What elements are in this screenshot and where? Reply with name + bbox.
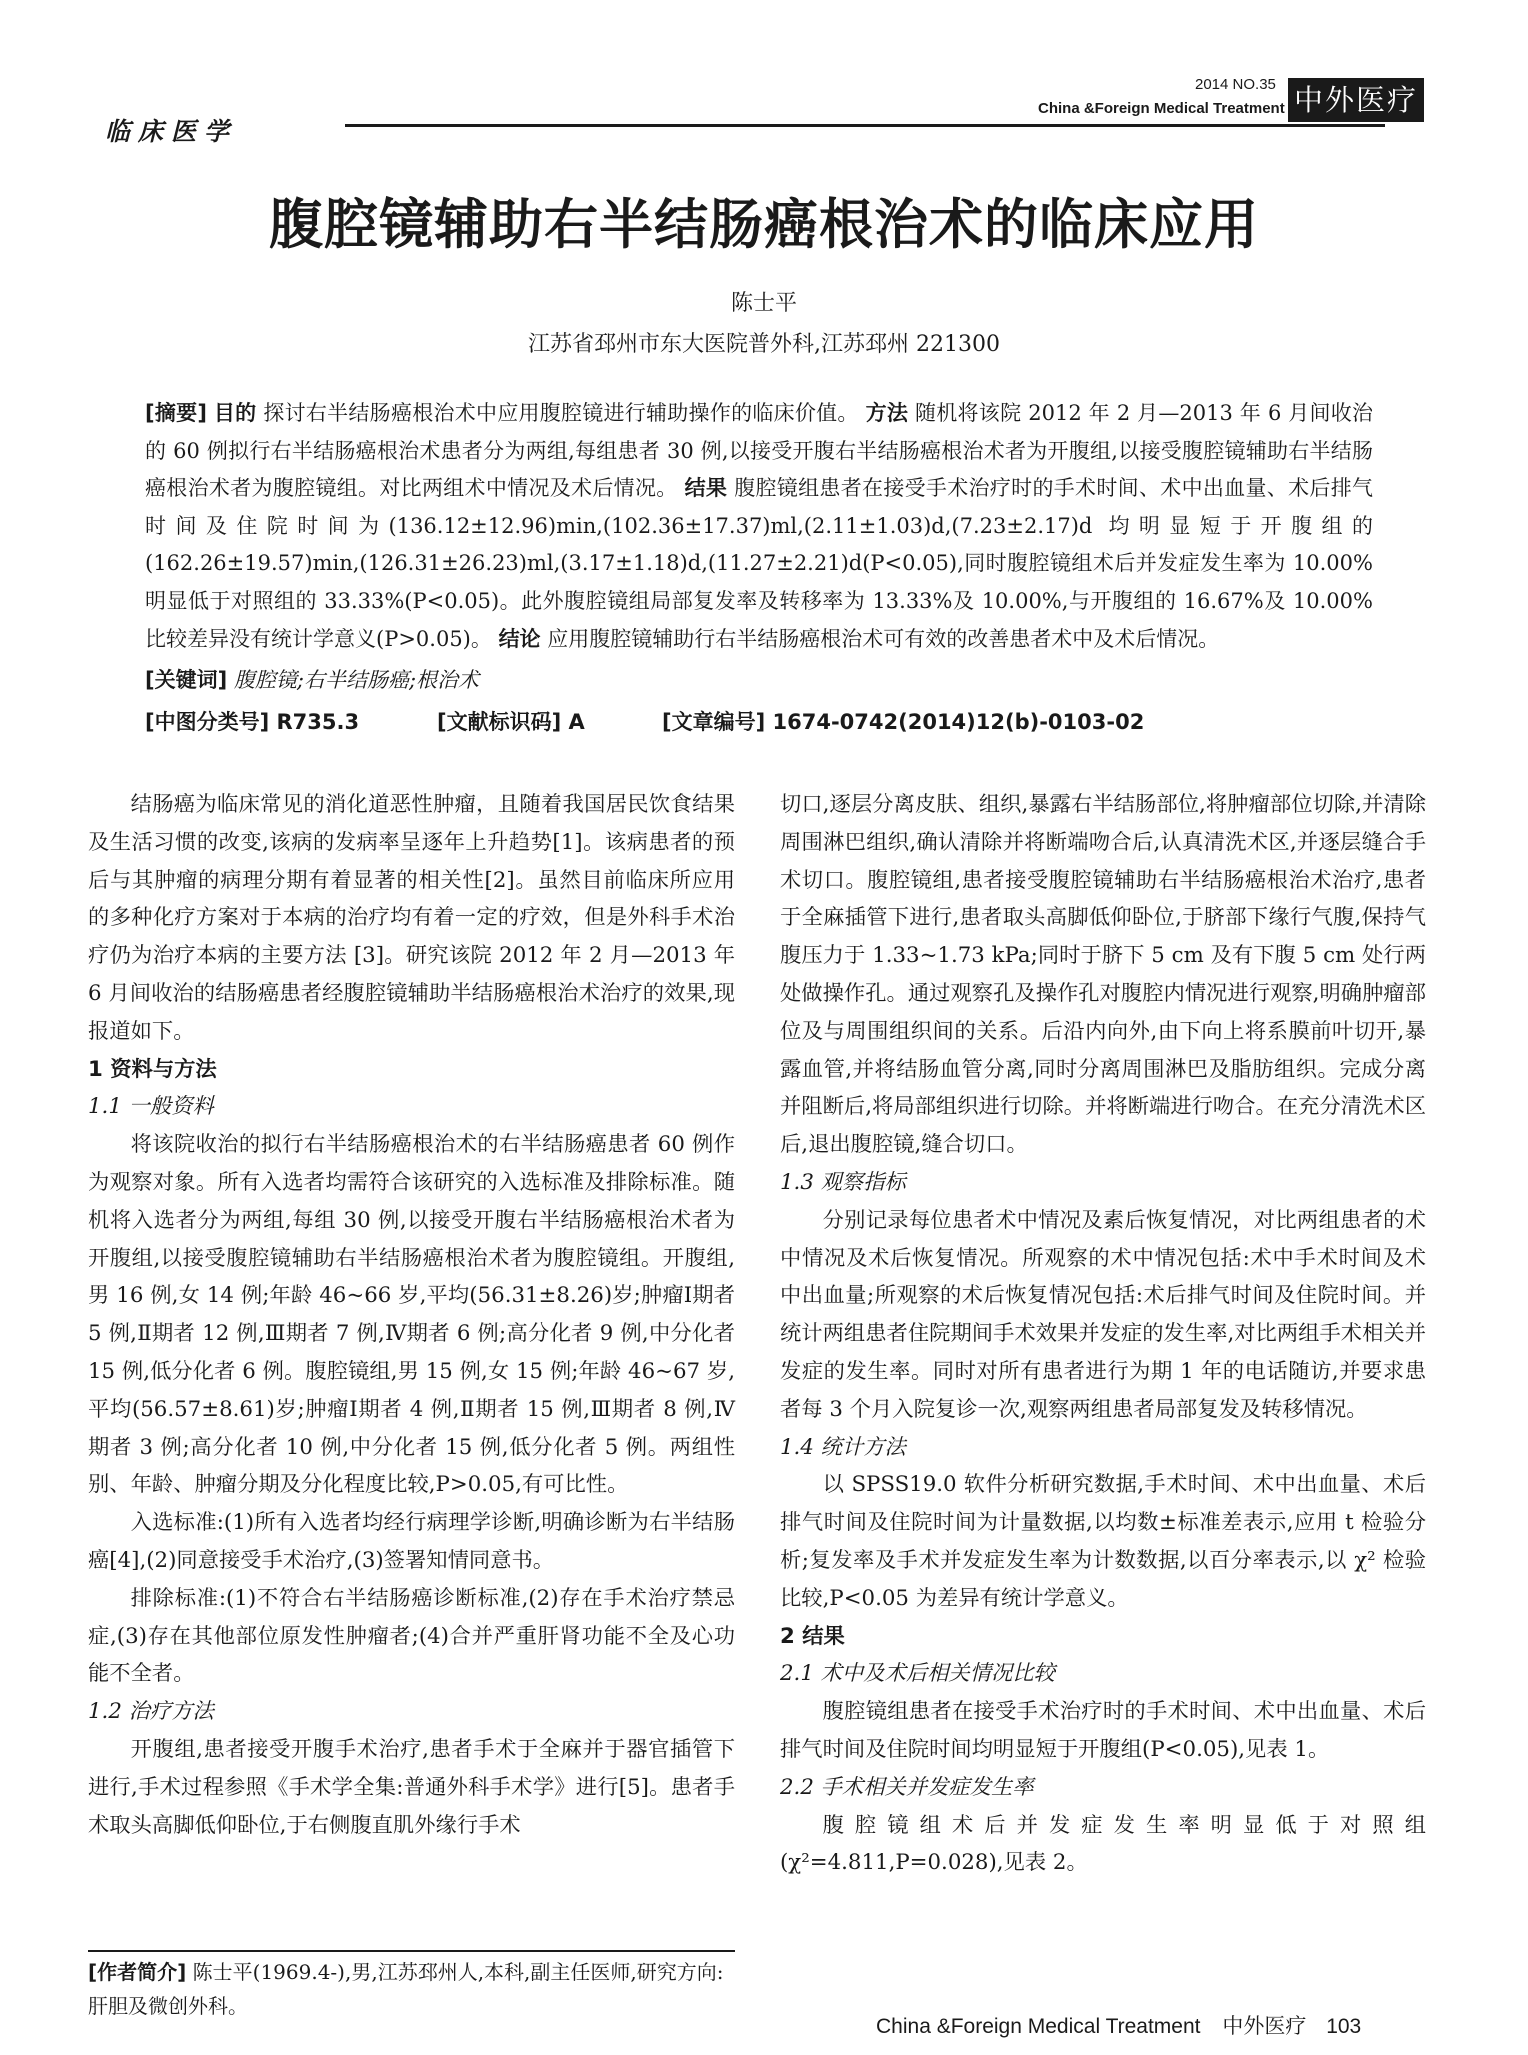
clc-value: R735.3 [276, 710, 360, 734]
right-column [780, 786, 1426, 1882]
keywords-label: [关键词] [145, 668, 228, 692]
paragraph: 排除标准:(1)不符合右半结肠癌诊断标准,(2)存在手术治疗禁忌症,(3)存在其他部位原发性肿瘤者;(4)合并严重肝肾功能不全及心功能不全者。 [88, 1585, 735, 1687]
clc-label: [中图分类号] [145, 710, 270, 734]
header-rule [345, 124, 1385, 127]
subsection-heading: 1.1 一般资料 [88, 1094, 214, 1120]
footnote-label: [作者简介] [88, 1960, 187, 1984]
paper-title: 腹腔镜辅助右半结肠癌根治术的临床应用 [269, 192, 1259, 256]
page-number: 103 [1326, 2015, 1362, 2038]
conclusion-label: 结论 [498, 626, 541, 651]
article-label: [文章编号] [662, 710, 766, 734]
intro-paragraph: 结肠癌为临床常见的消化道恶性肿瘤，且随着我国居民饮食结果及生活习惯的改变,该病的发病率呈逐年上升趋势[1]。该病患者的预后与其肿瘤的病理分期有着显著的相关性[2]。虽然目前临床所应用的多种化疗方案对于本病的治疗均有着一定的疗效，但是外科手术治疗仍为治疗本病的主要方法 [3]。研究该院 2012 年 2 月—2013 年 6 月间收治的结肠癌患者经腹腔镜辅助半结肠癌根治术治疗的效果,现报道如下。 [88, 792, 735, 1044]
keywords-text: 腹腔镜;右半结肠癌;根治术 [233, 668, 480, 692]
doc-label: [文献标识码] [437, 710, 562, 734]
section-heading: 1 资料与方法 [88, 1056, 217, 1082]
document-code [437, 706, 585, 736]
paragraph: 切口,逐层分离皮肤、组织,暴露右半结肠部位,将肿瘤部位切除,并清除周围淋巴组织,确认清除并将断端吻合后,认真清洗术区,并逐层缝合手术切口。腹腔镜组,患者接受腹腔镜辅助右半结肠癌根治术治疗,患者于全麻插管下进行,患者取头高脚低仰卧位,于脐部下缘行气腹,保持气腹压力于 1.33~1.73 kPa;同时于脐下 5 cm 及有下腹 5 cm 处行两处做操作孔。通过观察孔及操作孔对腹腔内情况进行观察,明确肿瘤部位及与周围组织间的关系。后沿内向外,由下向上将系膜前叶切开,暴露血管,并将结肠血管分离,同时分离周围淋巴及脂肪组织。完成分离并阻断后,将局部组织进行切除。并将断端进行吻合。在充分清洗术区后,退出腹腔镜,缝合切口。 [780, 792, 1426, 1158]
doc-value: A [568, 710, 585, 734]
journal-badge: 中外医疗 [1288, 78, 1424, 122]
conclusion-text: 应用腹腔镜辅助行右半结肠癌根治术可有效的改善患者术中及术后情况。 [547, 626, 1220, 651]
objective-label: 目的 [213, 401, 257, 425]
left-column [88, 786, 735, 1844]
keywords [145, 662, 1373, 698]
abstract [145, 395, 1373, 658]
paragraph: 开腹组,患者接受开腹手术治疗,患者手术于全麻并于器官插管下进行,手术过程参照《手术学全集:普通外科手术学》进行[5]。患者手术取头高脚低仰卧位,于右侧腹直肌外缘行手术 [88, 1736, 735, 1838]
section-label: 临床医学 [105, 117, 238, 146]
journal-name-en: China &Foreign Medical Treatment [1038, 100, 1285, 117]
methods-label: 方法 [865, 401, 909, 425]
footer-journal-en: China &Foreign Medical Treatment [876, 2015, 1201, 2038]
subsection-heading: 2.1 术中及术后相关情况比较 [780, 1661, 1055, 1687]
footnote-rule [88, 1950, 735, 1952]
subsection-heading: 2.2 手术相关并发症发生率 [780, 1774, 1034, 1800]
abstract-label: [摘要] [145, 401, 207, 425]
paragraph: 腹腔镜组术后并发症发生率明显低于对照组(χ²=4.811,P=0.028),见表 2。 [780, 1812, 1426, 1876]
issue-number: 2014 NO.35 [1195, 76, 1276, 93]
paragraph: 将该院收治的拟行右半结肠癌根治术的右半结肠癌患者 60 例作为观察对象。所有入选者均需符合该研究的入选标准及排除标准。随机将入选者分为两组,每组 30 例,以接受开腹右半结肠癌根治术者为开腹组,以接受腹腔镜辅助右半结肠癌根治术者为腹腔镜组。开腹组,男 16 例,女 14 例;年龄 46~66 岁,平均(56.31±8.26)岁;肿瘤Ⅰ期者 5 例,Ⅱ期者 12 例,Ⅲ期者 7 例,Ⅳ期者 6 例;高分化者 9 例,中分化者 15 例,低分化者 6 例。腹腔镜组,男 15 例,女 15 例;年龄 46~67 岁,平均(56.57±8.61)岁;肿瘤Ⅰ期者 4 例,Ⅱ期者 15 例,Ⅲ期者 8 例,Ⅳ期者 3 例;高分化者 10 例,中分化者 15 例,低分化者 5 例。两组性别、年龄、肿瘤分期及分化程度比较,P>0.05,有可比性。 [88, 1132, 735, 1498]
paragraph: 分别记录每位患者术中情况及素后恢复情况，对比两组患者的术中情况及术后恢复情况。所观察的术中情况包括:术中手术时间及术中出血量;所观察的术后恢复情况包括:术后排气时间及住院时间。并统计两组患者住院期间手术效果并发症的发生率,对比两组手术相关并发症的发生率。同时对所有患者进行为期 1 年的电话随访,并要求患者每 3 个月入院复诊一次,观察两组患者局部复发及转移情况。 [780, 1207, 1426, 1422]
paragraph: 以 SPSS19.0 软件分析研究数据,手术时间、术中出血量、术后排气时间及住院时间为计量数据,以均数±标准差表示,应用 t 检验分析;复发率及手术并发症发生率为计数数据,以百分率表示,以 χ² 检验比较,P<0.05 为差异有统计学意义。 [780, 1472, 1426, 1611]
results-text: 腹腔镜组患者在接受手术治疗时的手术时间、术中出血量、术后排气时间及住院时间为(136.12±12.96)min,(102.36±17.37)ml,(2.11±1.03)d,(7.23±2.17)d 均明显短于开腹组的(162.26±19.57)min,(126.31±26.23)ml,(3.17±1.18)d,(11.27±2.21)d(P<0.05),同时腹腔镜组术后并发症发生率为 10.00%明显低于对照组的 33.33%(P<0.05)。此外腹腔镜组局部复发率及转移率为 13.33%及 10.00%,与开腹组的 16.67%及 10.00%比较差异没有统计学意义(P>0.05)。 [145, 476, 1373, 651]
footnote-text: 陈士平(1969.4-),男,江苏邳州人,本科,副主任医师,研究方向:肝胆及微创外科。 [88, 1960, 724, 2018]
results-label: 结果 [684, 476, 728, 501]
subsection-heading: 1.4 统计方法 [780, 1434, 906, 1460]
article-number [662, 706, 1144, 736]
paragraph: 入选标准:(1)所有入选者均经行病理学诊断,明确诊断为右半结肠癌[4],(2)同意接受手术治疗,(3)签署知情同意书。 [88, 1510, 735, 1573]
section-heading: 2 结果 [780, 1623, 845, 1649]
subsection-heading: 1.3 观察指标 [780, 1169, 906, 1195]
clc-number [145, 706, 359, 736]
affiliation: 江苏省邳州市东大医院普外科,江苏邳州 221300 [528, 332, 1000, 357]
article-value: 1674-0742(2014)12(b)-0103-02 [772, 710, 1145, 734]
objective-text: 探讨右半结肠癌根治术中应用腹腔镜进行辅助操作的临床价值。 [263, 401, 859, 425]
subsection-heading: 1.2 治疗方法 [88, 1699, 214, 1725]
methods-text: 随机将该院 2012 年 2 月—2013 年 6 月间收治的 60 例拟行右半结肠癌根治术患者分为两组,每组患者 30 例,以接受开腹右半结肠癌根治术者为开腹组,以接受腹腔镜辅助右半结肠癌根治术者为腹腔镜组。对比两组术中情况及术后情况。 [145, 401, 1374, 501]
footer-journal-cn: 中外医疗 [1222, 2014, 1307, 2038]
page-footer [876, 2010, 1361, 2040]
author-footnote [88, 1955, 735, 2023]
author: 陈士平 [730, 291, 797, 316]
paragraph: 腹腔镜组患者在接受手术治疗时的手术时间、术中出血量、术后排气时间及住院时间均明显短于开腹组(P<0.05),见表 1。 [780, 1699, 1426, 1762]
